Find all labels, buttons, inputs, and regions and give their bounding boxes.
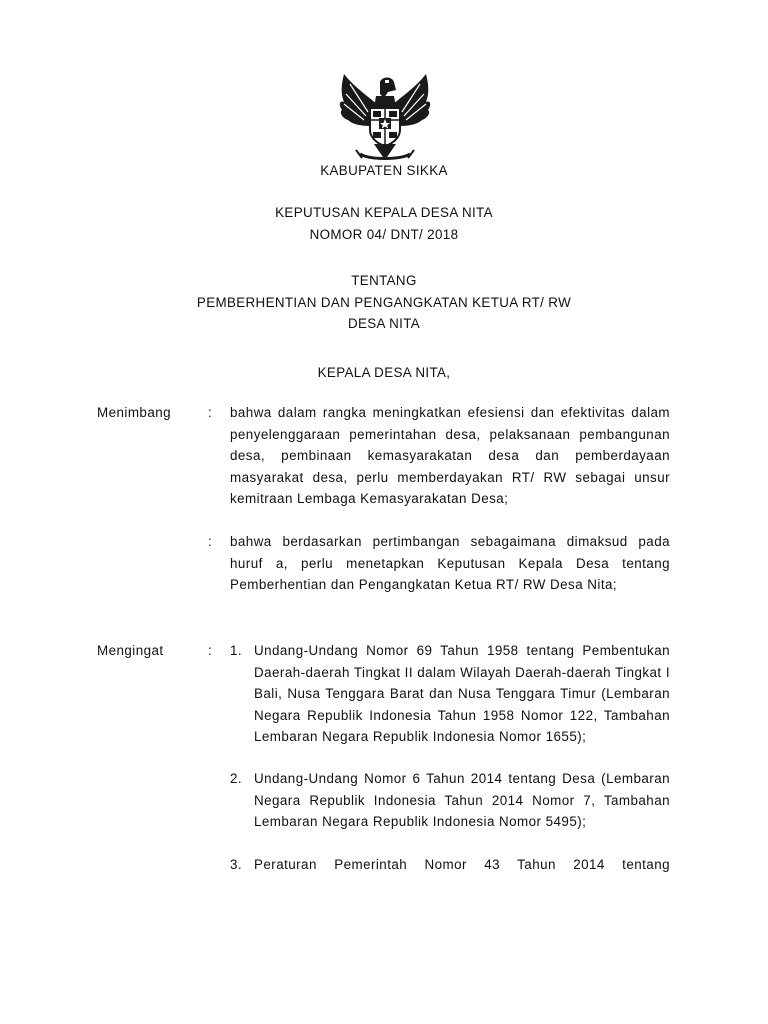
mengingat-label: Mengingat (97, 643, 164, 658)
mengingat-item-text: Peraturan Pemerintah Nomor 43 Tahun 2014 tentang (254, 857, 670, 872)
item-number: 2. (230, 771, 243, 786)
decree-number: NOMOR 04/ DNT/ 2018 (309, 227, 459, 242)
colon: : (208, 405, 213, 420)
decree-title: KEPUTUSAN KEPALA DESA NITA (275, 205, 493, 220)
menimbang-label: Menimbang (97, 405, 172, 420)
regency-name: KABUPATEN SIKKA (320, 163, 448, 178)
mengingat-item-text: Undang-Undang Nomor 69 Tahun 1958 tentang Pembentukan Daerah-daerah Tingkat II dalam Wilayah Daerah-daerah Tingkat I Bali, Nusa Tenggara Barat dan Nusa Tenggara Timur (Lembaran Negara Republik Indonesia Tahun 1958 Nomor 122, Tambahan Lembaran Negara Republik Indonesia Nomor 1655); (254, 643, 670, 744)
item-number: 1. (230, 643, 243, 658)
issuer-title: KEPALA DESA NITA, (317, 365, 451, 380)
item-number: 3. (230, 857, 243, 872)
about-label: TENTANG (351, 273, 417, 288)
mengingat-item-text: Undang-Undang Nomor 6 Tahun 2014 tentang Desa (Lembaran Negara Republik Indonesia Tahun 2014 Nomor 7, Tambahan Lembaran Negara Republik Indonesia Nomor 5495); (254, 771, 670, 829)
colon: : (208, 643, 213, 658)
menimbang-item-text: bahwa dalam rangka meningkatkan efesiensi dan efektivitas dalam penyelenggaraan pemerintahan desa, pelaksanaan pembangunan desa, pembinaan kemasyarakatan desa dan pemberdayaan masyarakat desa, perlu memberdayakan RT/ RW sebagai unsur kemitraan Lembaga Kemasyarakatan Desa; (230, 405, 670, 506)
menimbang-item-text: bahwa berdasarkan pertimbangan sebagaimana dimaksud pada huruf a, perlu menetapkan Keputusan Kepala Desa tentang Pemberhentian dan Pengangkatan Ketua RT/ RW Desa Nita; (230, 534, 670, 592)
garuda-emblem-icon (330, 68, 440, 168)
colon: : (208, 534, 213, 549)
subject-line-2: DESA NITA (347, 316, 421, 331)
subject-line-1: PEMBERHENTIAN DAN PENGANGKATAN KETUA RT/ RW (196, 295, 572, 310)
